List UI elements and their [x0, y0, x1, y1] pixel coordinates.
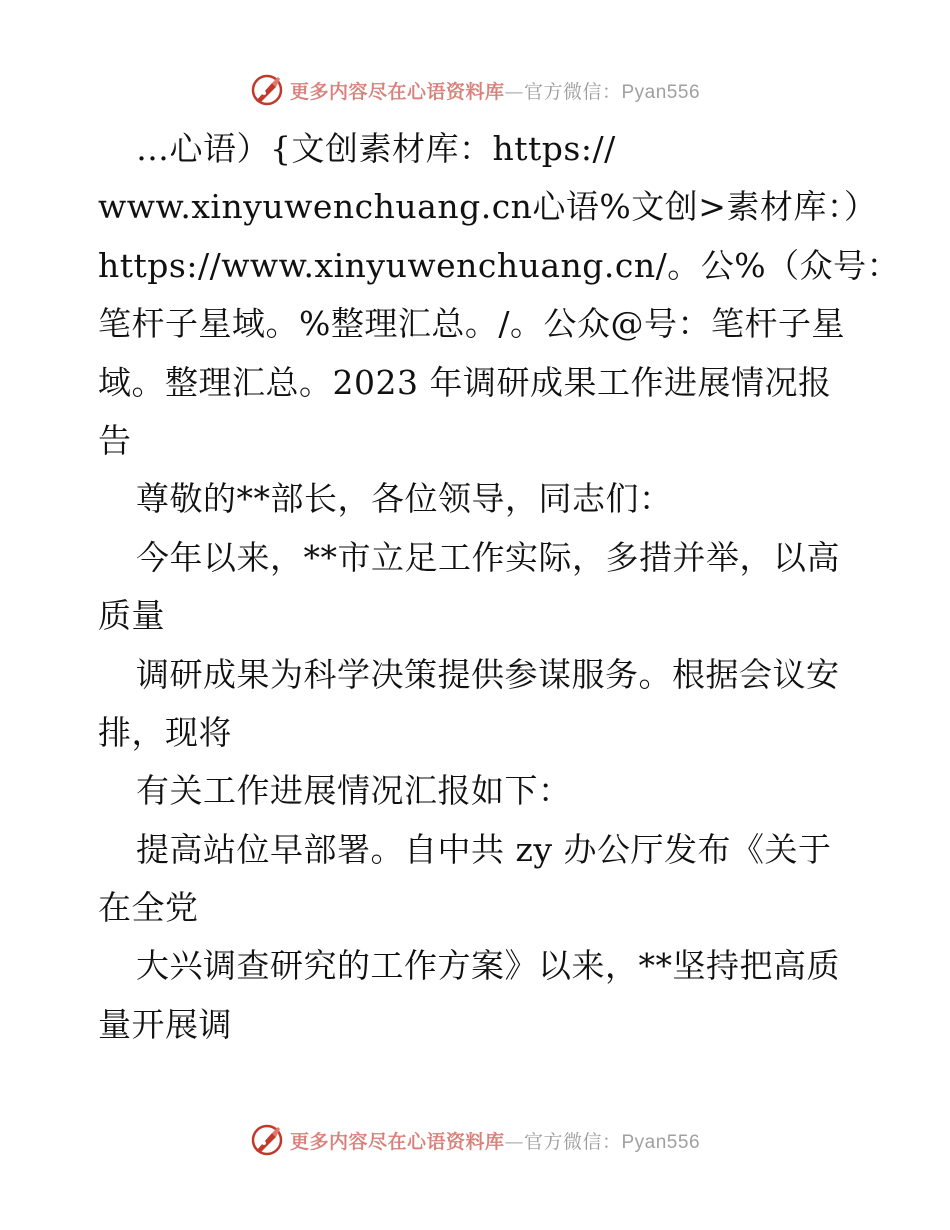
pen-logo-icon: [250, 73, 284, 107]
body-line: 笔杆子星域。%整理汇总。/。公众@号：笔杆子星: [98, 304, 845, 344]
pen-logo-icon: [250, 1123, 284, 1157]
document-body: [98, 120, 901, 1054]
header-wechat-label: 官方微信：: [523, 80, 622, 103]
footer-banner-text: [290, 1127, 700, 1154]
body-line: https://www.xinyuwenchuang.cn/。公%（众号：: [98, 245, 901, 285]
header-banner: [0, 70, 950, 110]
footer-slogan: 更多内容尽在心语资料库: [289, 1130, 505, 1153]
body-line: …心语）{文创素材库：https://: [136, 129, 616, 168]
body-line: 域。整理汇总。2023 年调研成果工作进展情况报: [98, 362, 832, 402]
footer-wechat-id: Pyan556: [621, 1131, 701, 1153]
footer-banner: [0, 1120, 950, 1160]
footer-dash: —: [504, 1130, 524, 1153]
body-line: 尊敬的**部长，各位领导，同志们：: [136, 479, 673, 519]
body-line: 调研成果为科学决策提供参谋服务。根据会议安: [136, 654, 840, 694]
body-line: 有关工作进展情况汇报如下：: [136, 771, 572, 811]
header-slogan: 更多内容尽在心语资料库: [289, 80, 505, 103]
header-dash: —: [504, 80, 524, 103]
body-line: 质量: [98, 596, 165, 636]
body-line: 在全党: [98, 888, 199, 928]
body-line: 告: [98, 420, 132, 460]
body-line: 排，现将: [98, 712, 232, 752]
body-line: www.xinyuwenchuang.cn心语%文创>素材库：）: [98, 187, 878, 227]
footer-wechat-label: 官方微信：: [523, 1130, 622, 1153]
body-line: 提高站位早部署。自中共 zy 办公厅发布《关于: [136, 829, 832, 869]
body-line: 今年以来，**市立足工作实际，多措并举，以高: [136, 537, 840, 577]
header-banner-inner: [250, 73, 700, 107]
footer-banner-inner: [250, 1123, 700, 1157]
body-line: 量开展调: [98, 1004, 232, 1044]
header-banner-text: [290, 77, 700, 104]
header-wechat-id: Pyan556: [621, 81, 701, 103]
body-line: 大兴调查研究的工作方案》以来，**坚持把高质: [136, 946, 840, 986]
